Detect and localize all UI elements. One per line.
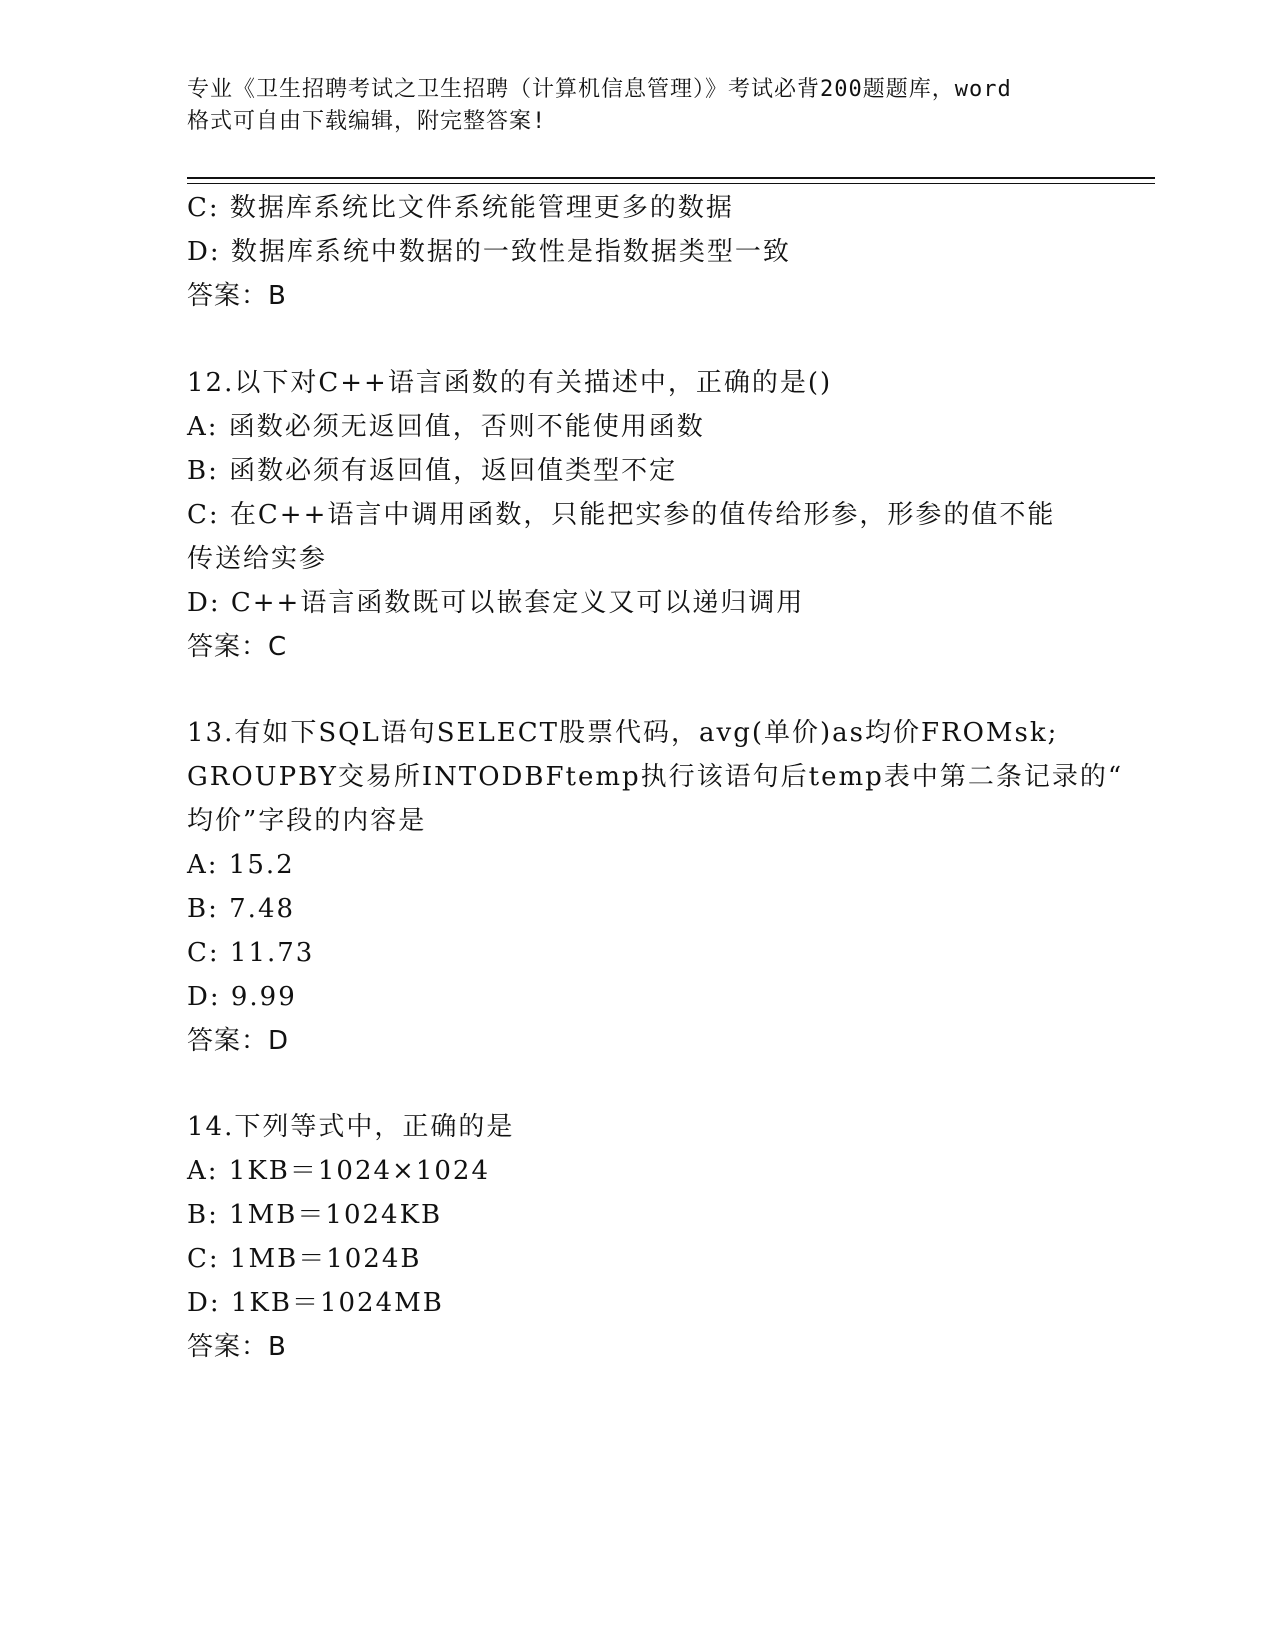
q12-option-c-line-2: 传送给实参	[187, 544, 328, 574]
q13-question-line-1: 13.有如下SQL语句SELECT股票代码，avg(单价)as均价FROMsk;	[187, 718, 1059, 748]
q13-option-c: C: 11.73	[187, 938, 315, 968]
q14-option-c: C: 1MB＝1024B	[187, 1244, 422, 1274]
q11-answer: 答案：B	[187, 281, 287, 311]
q13-option-d: D: 9.99	[187, 982, 297, 1012]
q11-option-d: D: 数据库系统中数据的一致性是指数据类型一致	[187, 237, 791, 267]
header-line-2: 格式可自由下载编辑，附完整答案!	[187, 109, 547, 134]
header-divider-thin	[187, 183, 1155, 184]
document-header	[187, 74, 1087, 138]
q12-option-c-line-1: C: 在C++语言中调用函数，只能把实参的值传给形参，形参的值不能	[187, 500, 1056, 530]
q12-option-b: B: 函数必须有返回值，返回值类型不定	[187, 456, 678, 486]
q13-question-line-3: 均价”字段的内容是	[187, 806, 427, 836]
q13-answer: 答案：D	[187, 1026, 290, 1056]
q13-question-line-2: GROUPBY交易所INTODBFtemp执行该语句后temp表中第二条记录的“	[187, 762, 1124, 792]
q11-option-c: C: 数据库系统比文件系统能管理更多的数据	[187, 193, 734, 223]
header-line-1: 专业《卫生招聘考试之卫生招聘（计算机信息管理）》考试必背200题题库，word	[187, 77, 1012, 102]
q12-answer: 答案：C	[187, 632, 288, 662]
q14-option-b: B: 1MB＝1024KB	[187, 1200, 443, 1230]
q14-answer: 答案：B	[187, 1332, 287, 1362]
q13-option-b: B: 7.48	[187, 894, 296, 924]
q12-option-d: D: C++语言函数既可以嵌套定义又可以递归调用	[187, 588, 805, 618]
q12-question: 12.以下对C++语言函数的有关描述中，正确的是()	[187, 368, 833, 398]
header-divider-thick	[187, 177, 1155, 179]
q14-question: 14.下列等式中，正确的是	[187, 1112, 515, 1142]
q14-option-a: A: 1KB＝1024×1024	[187, 1156, 490, 1186]
q14-option-d: D: 1KB＝1024MB	[187, 1288, 444, 1318]
q13-option-a: A: 15.2	[187, 850, 295, 880]
q12-option-a: A: 函数必须无返回值，否则不能使用函数	[187, 412, 705, 442]
